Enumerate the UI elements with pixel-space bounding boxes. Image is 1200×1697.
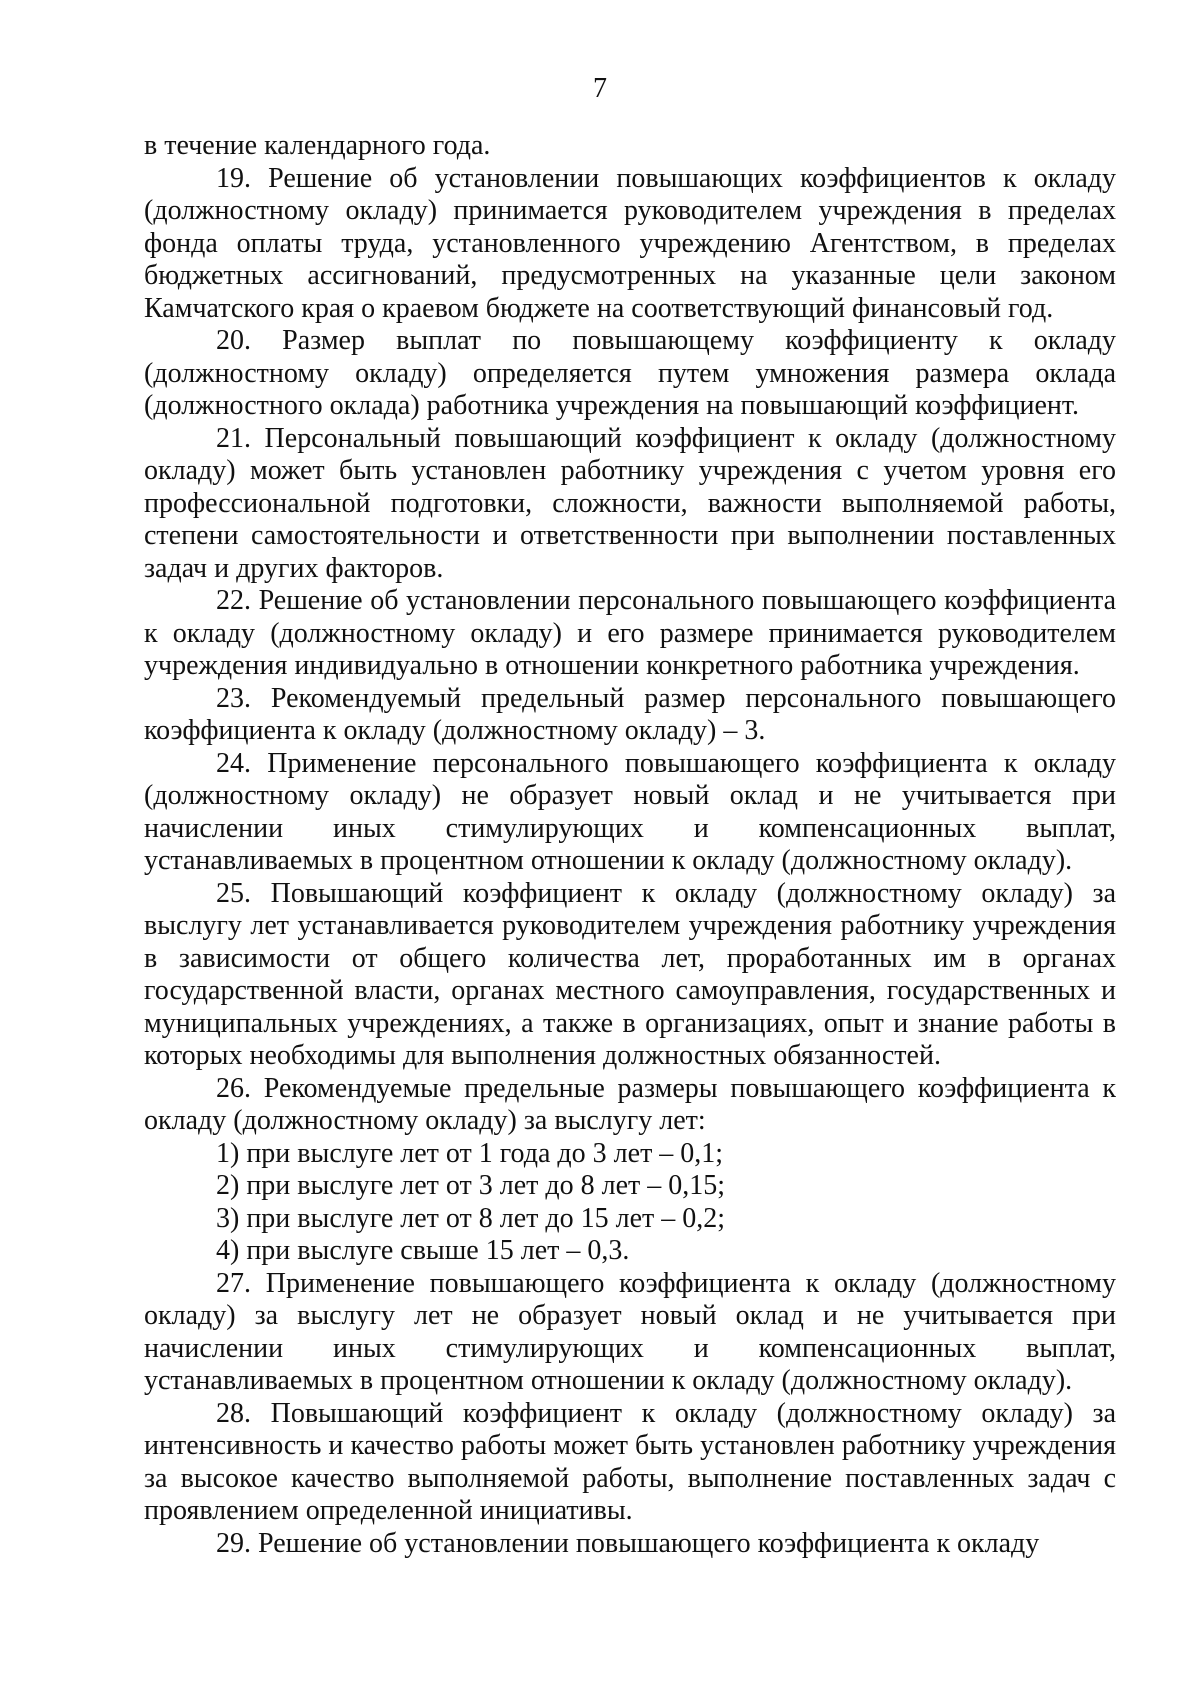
paragraph-29: 29. Решение об установлении повышающего коэффициента к окладу (216, 1527, 1040, 1559)
paragraph-22: 22. Решение об установлении персонального повышающего коэффициента к окладу (должностному окладу) и его размере принимается руководителем учреждения индивидуально в отношении конкретного работника учреждения. (144, 585, 1116, 681)
paragraph-26: 26. Рекомендуемые предельные размеры повышающего коэффициента к окладу (должностному окладу) за выслугу лет: (144, 1072, 1116, 1136)
list-item: 2) при выслуге лет от 3 лет до 8 лет – 0,15; (216, 1170, 726, 1201)
paragraph-24: 24. Применение персонального повышающего коэффициента к окладу (должностному окладу) не образует новый оклад и не учитывается при начислении иных стимулирующих и компенсационных выплат, устанавливаемых в процентном отношении к окладу (должностному окладу). (144, 747, 1116, 876)
paragraph-21: 21. Персональный повышающий коэффициент к окладу (должностному окладу) может быть установлен работнику учреждения с учетом уровня его профессиональной подготовки, сложности, важности выполняемой работы, степени самостоятельности и ответственности при выполнении поставленных задач и других факторов. (144, 422, 1116, 584)
page-number: 7 (593, 73, 607, 104)
paragraph-20: 20. Размер выплат по повышающему коэффициенту к окладу (должностному окладу) определяется путем умножения размера оклада (должностного оклада) работника учреждения на повышающий коэффициент. (144, 325, 1116, 421)
paragraph-28: 28. Повышающий коэффициент к окладу (должностному окладу) за интенсивность и качество работы может быть установлен работнику учреждения за высокое качество выполняемой работы, выполнение поставленных задач с проявлением определенной инициативы. (144, 1397, 1116, 1526)
list-item: 4) при выслуге свыше 15 лет – 0,3. (216, 1235, 630, 1266)
paragraph-continuation: в течение календарного года. (144, 130, 491, 161)
list-item: 3) при выслуге лет от 8 лет до 15 лет – 0,2; (216, 1202, 726, 1234)
paragraph-27: 27. Применение повышающего коэффициента к окладу (должностному окладу) за выслугу лет не образует новый оклад и не учитывается при начислении иных стимулирующих и компенсационных выплат, устанавливаемых в процентном отношении к окладу (должностному окладу). (144, 1267, 1116, 1396)
paragraph-25: 25. Повышающий коэффициент к окладу (должностному окладу) за выслугу лет устанавливается руководителем учреждения работнику учреждения в зависимости от общего количества лет, проработанных им в органах государственной власти, органах местного самоуправления, государственных и муниципальных учреждениях, а также в организациях, опыт и знание работы в которых необходимы для выполнения должностных обязанностей. (144, 877, 1116, 1071)
paragraph-19: 19. Решение об установлении повышающих коэффициентов к окладу (должностному окладу) принимается руководителем учреждения в пределах фонда оплаты труда, установленного учреждению Агентством, в пределах бюджетных ассигнований, предусмотренных на указанные цели законом Камчатского края о краевом бюджете на соответствующий финансовый год. (144, 162, 1116, 324)
list-item: 1) при выслуге лет от 1 года до 3 лет – 0,1; (216, 1137, 724, 1169)
paragraph-23: 23. Рекомендуемый предельный размер персонального повышающего коэффициента к окладу (должностному окладу) – 3. (144, 682, 1116, 746)
document-body (144, 130, 1116, 1560)
